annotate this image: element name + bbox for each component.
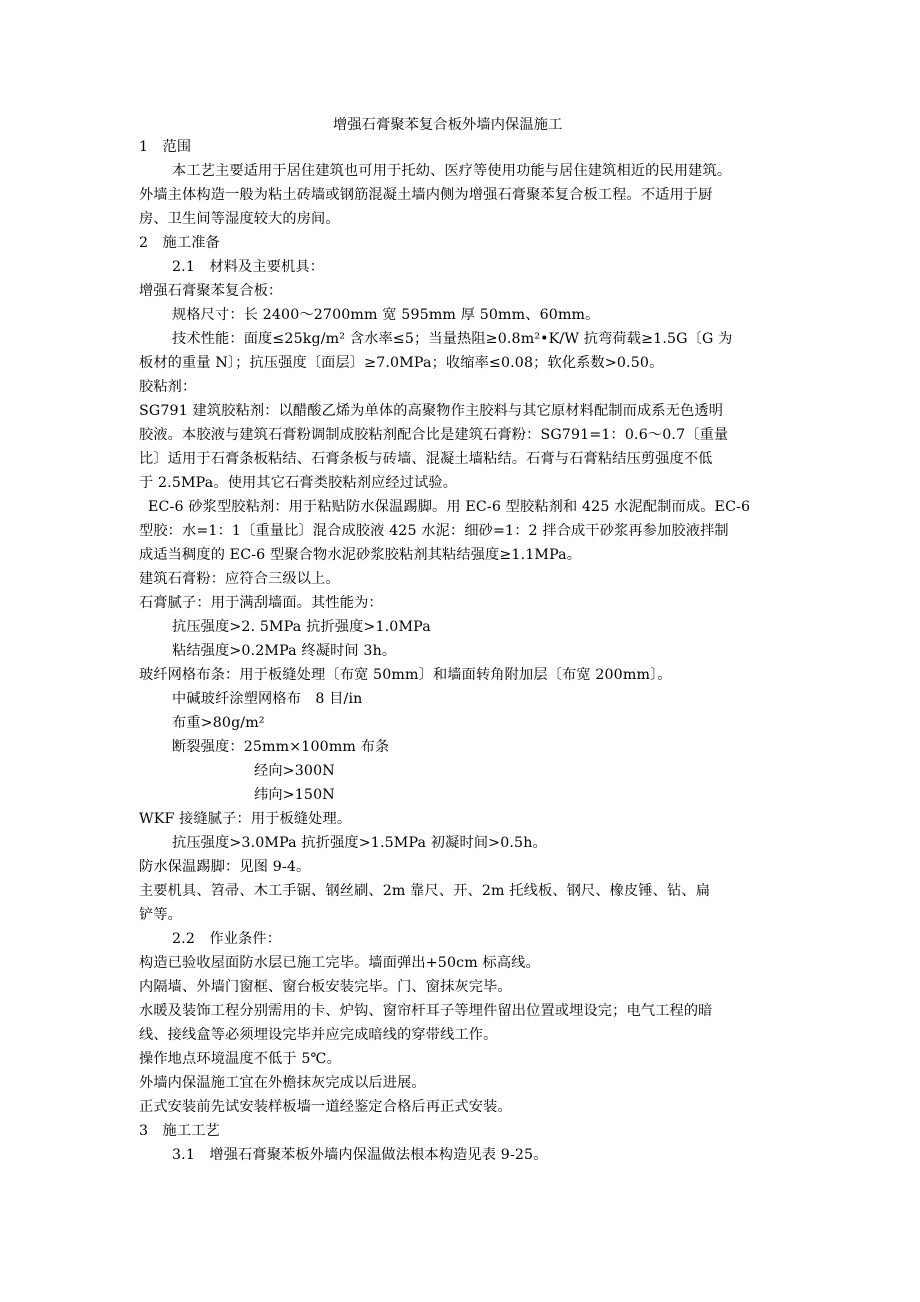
paragraph-line: EC-6 砂浆型胶粘剂：用于粘贴防水保温踢脚。用 EC-6 型胶粘剂和 425 水泥配制而成。EC-6 (148, 499, 751, 515)
paragraph-line: 型胶：水=1：1〔重量比〕混合成胶液 425 水泥：细砂=1：2 拌合成干砂浆再参加胶液拌制 (139, 523, 729, 539)
paragraph-line: 外墙内保温施工宜在外檐抹灰完成以后进展。 (139, 1075, 426, 1091)
paragraph-line: 比〕适用于石膏条板粘结、石膏条板与砖墙、混凝土墙粘结。石膏与石膏粘结压剪强度不低 (139, 451, 713, 467)
paragraph-line: 正式安装前先试安装样板墙一道经鉴定合格后再正式安装。 (139, 1099, 512, 1115)
paragraph-line: 玻纤网格布条：用于板缝处理〔布宽 50mm〕和墙面转角附加层〔布宽 200mm〕。 (139, 667, 672, 683)
page-title: 增强石膏聚苯复合板外墙内保温施工 (333, 117, 563, 133)
paragraph-line: 内隔墙、外墙门窗框、窗台板安装完毕。门、窗抹灰完毕。 (139, 979, 512, 995)
paragraph-line: 抗压强度>2. 5MPa 抗折强度>1.0MPa (172, 619, 431, 635)
paragraph-line: 断裂强度：25mm×100mm 布条 (172, 739, 390, 755)
paragraph-line: 铲等。 (139, 907, 183, 923)
paragraph-line: 线、接线盒等必须埋设完毕并应完成暗线的穿带线工作。 (139, 1027, 498, 1043)
paragraph-line: 房、卫生间等湿度较大的房间。 (139, 211, 340, 227)
paragraph-line: 增强石膏聚苯复合板： (139, 283, 283, 299)
paragraph-line: 技术性能：面度≤25kg/m² 含水率≤5；当量热阻≥0.8m²•K/W 抗弯荷载≥1.5G〔G 为 (172, 331, 733, 347)
paragraph-line: 水暖及装饰工程分别需用的卡、炉钩、窗帘杆耳子等埋件留出位置或埋设完；电气工程的暗 (139, 1003, 713, 1019)
paragraph-line: 胶粘剂： (139, 379, 197, 395)
paragraph-line: 本工艺主要适用于居住建筑也可用于托幼、医疗等使用功能与居住建筑相近的民用建筑。 (172, 163, 732, 179)
subsection-heading: 3.1 增强石膏聚苯板外墙内保温做法根本构造见表 9-25。 (172, 1147, 548, 1163)
paragraph-line: 建筑石膏粉：应符合三级以上。 (139, 571, 340, 587)
subsection-heading: 2.1 材料及主要机具： (172, 259, 325, 275)
paragraph-line: 防水保温踢脚：见图 9-4。 (139, 859, 311, 875)
paragraph-line: 于 2.5MPa。使用其它石膏类胶粘剂应经过试验。 (139, 475, 458, 491)
paragraph-line: 粘结强度>0.2MPa 终凝时间 3h。 (172, 643, 397, 659)
section-heading: 2 施工准备 (139, 235, 220, 251)
paragraph-line: 中碱玻纤涂塑网格布 8 目/in (172, 691, 363, 707)
paragraph-line: WKF 接缝腻子：用于板缝处理。 (139, 811, 352, 827)
section-heading: 1 范围 (139, 139, 192, 155)
paragraph-line: 胶液。本胶液与建筑石膏粉调制成胶粘剂配合比是建筑石膏粉：SG791=1：0.6～0.7〔重量 (139, 427, 729, 443)
paragraph-line: 板材的重量 N〕；抗压强度〔面层〕≥7.0MPa；收缩率≤0.08；软化系数>0.50。 (139, 355, 664, 371)
paragraph-line: 构造已验收屋面防水层已施工完毕。墙面弹出+50cm 标高线。 (139, 955, 540, 971)
paragraph-line: 规格尺寸：长 2400～2700mm 宽 595mm 厚 50mm、60mm。 (172, 307, 600, 323)
paragraph-line: 经向>300N (254, 763, 335, 779)
paragraph-line: 操作地点环境温度不低于 5℃。 (139, 1051, 341, 1067)
paragraph-line: 纬向>150N (254, 787, 335, 803)
paragraph-line: 布重>80g/m² (172, 715, 265, 731)
paragraph-line: 石膏腻子：用于满刮墙面。其性能为： (139, 595, 383, 611)
paragraph-line: 抗压强度>3.0MPa 抗折强度>1.5MPa 初凝时间>0.5h。 (172, 835, 547, 851)
paragraph-line: 外墙主体构造一般为粘土砖墙或钢筋混凝土墙内侧为增强石膏聚苯复合板工程。不适用于厨 (139, 187, 713, 203)
paragraph-line: 主要机具、笤帚、木工手锯、钢丝刷、2m 靠尺、开、2m 托线板、钢尺、橡皮锤、钻、扁 (139, 883, 711, 899)
subsection-heading: 2.2 作业条件： (172, 931, 282, 947)
section-heading: 3 施工工艺 (139, 1123, 220, 1139)
paragraph-line: 成适当稠度的 EC-6 型聚合物水泥砂浆胶粘剂其粘结强度≥1.1MPa。 (139, 547, 582, 563)
paragraph-line: SG791 建筑胶粘剂：以醋酸乙烯为单体的高聚物作主胶料与其它原材料配制而成系无色透明 (139, 403, 724, 419)
